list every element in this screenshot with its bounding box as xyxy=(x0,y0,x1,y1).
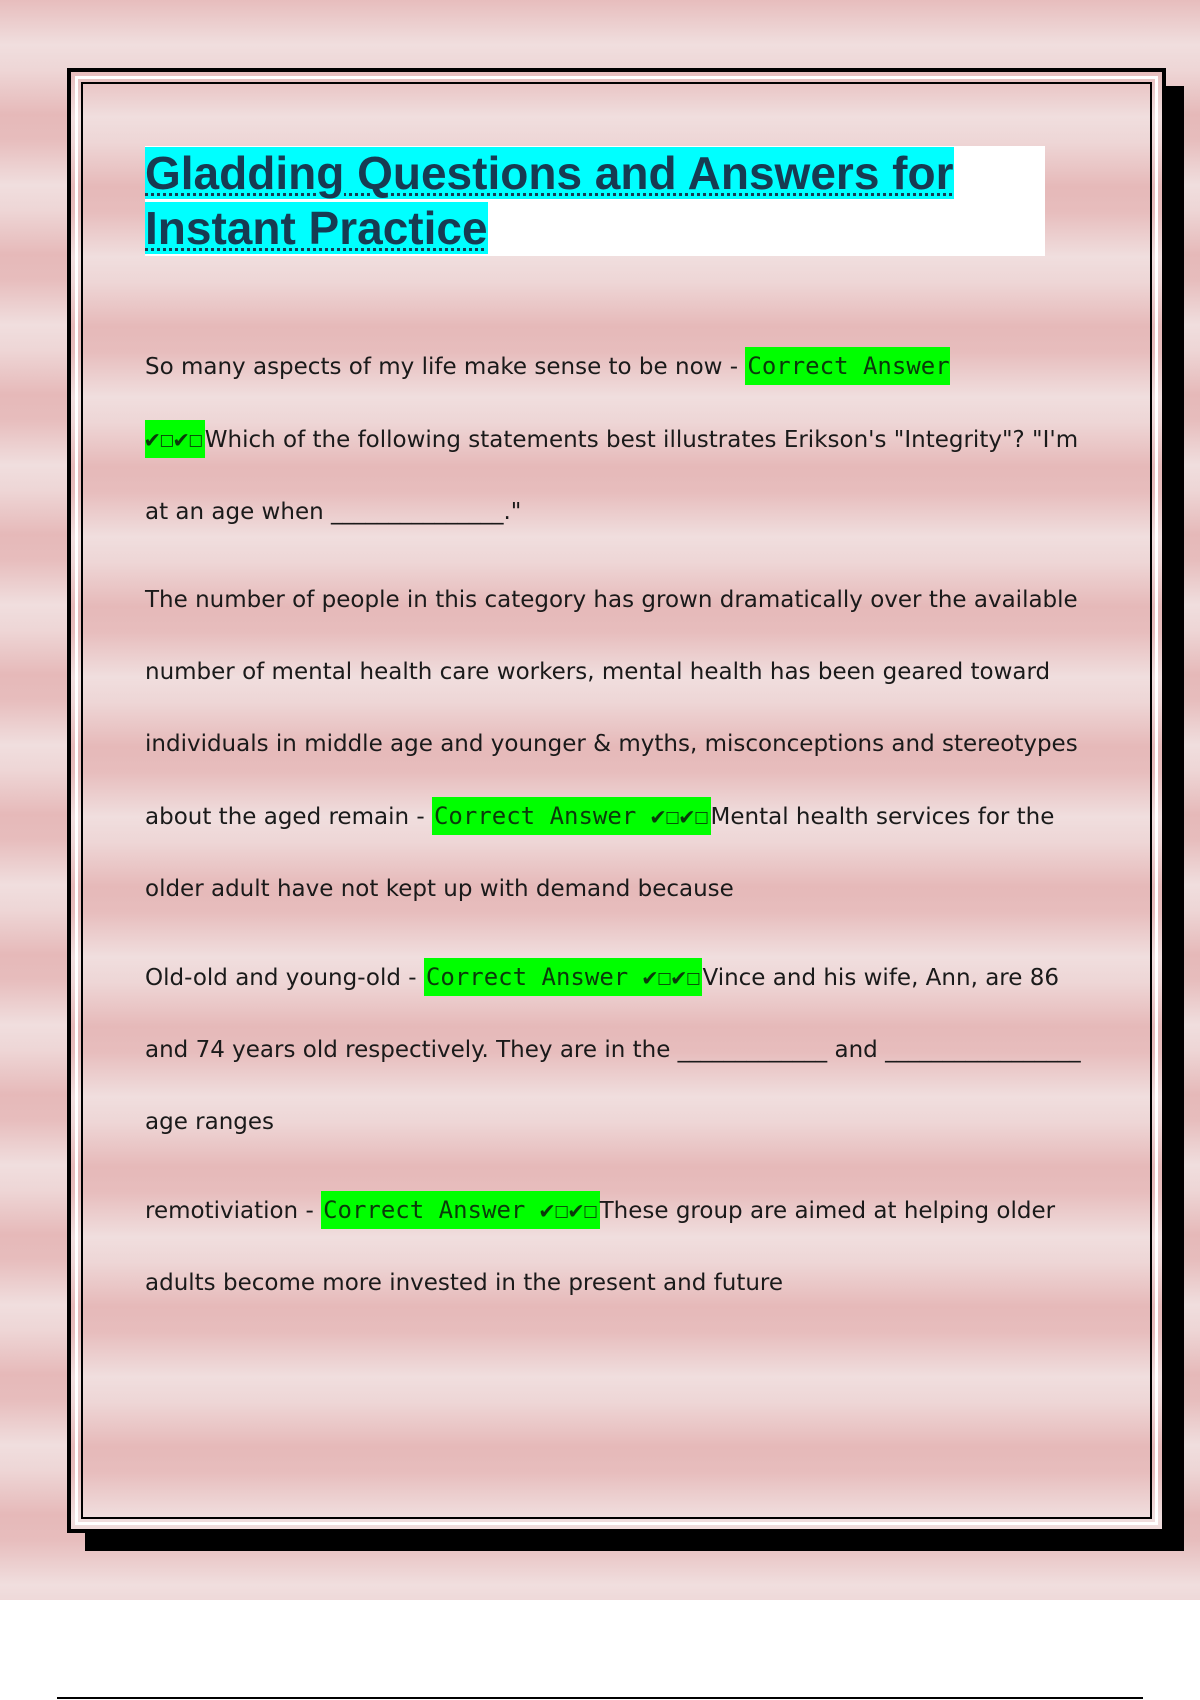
qa-content xyxy=(145,330,1085,1335)
qa-entry xyxy=(145,941,1085,1158)
answer-text: So many aspects of my life make sense to be now - xyxy=(145,354,746,380)
title-box xyxy=(145,146,1045,256)
qa-entry xyxy=(145,330,1085,548)
answer-text: remotiviation - xyxy=(145,1198,322,1224)
answer-text: Old-old and young-old - xyxy=(145,965,424,991)
correct-answer-marker: Correct Answer ✔☐✔☐ xyxy=(321,1191,600,1229)
question-text: Which of the following statements best illustrates Erikson's "Integrity"? "I'm at an age when _______________." xyxy=(145,427,1079,525)
document-title: Gladding Questions and Answers for Instant Practice xyxy=(145,147,954,254)
question-text: Mental health services for the older adult have not kept up with demand because xyxy=(145,804,1055,902)
question-text: Vince and his wife, Ann, are 86 and 74 years old respectively. They are in the _____________ and _________________ age ranges xyxy=(145,965,1081,1135)
qa-entry xyxy=(145,1174,1085,1319)
correct-answer-marker: Correct Answer ✔☐✔☐ xyxy=(432,797,711,835)
correct-answer-marker: Correct Answer ✔☐✔☐ xyxy=(424,958,703,996)
answer-text: The number of people in this category has grown dramatically over the available number of mental health care workers, mental health has been geared toward individuals in middle age and younger & myths, misconceptions and stereotypes about the aged remain - xyxy=(145,587,1078,830)
footer-rule xyxy=(57,1697,1143,1699)
qa-entry xyxy=(145,564,1085,925)
correct-answer-marker: Correct Answer ✔☐✔☐ xyxy=(145,347,950,458)
question-text: These group are aimed at helping older adults become more invested in the present and future xyxy=(145,1198,1056,1296)
